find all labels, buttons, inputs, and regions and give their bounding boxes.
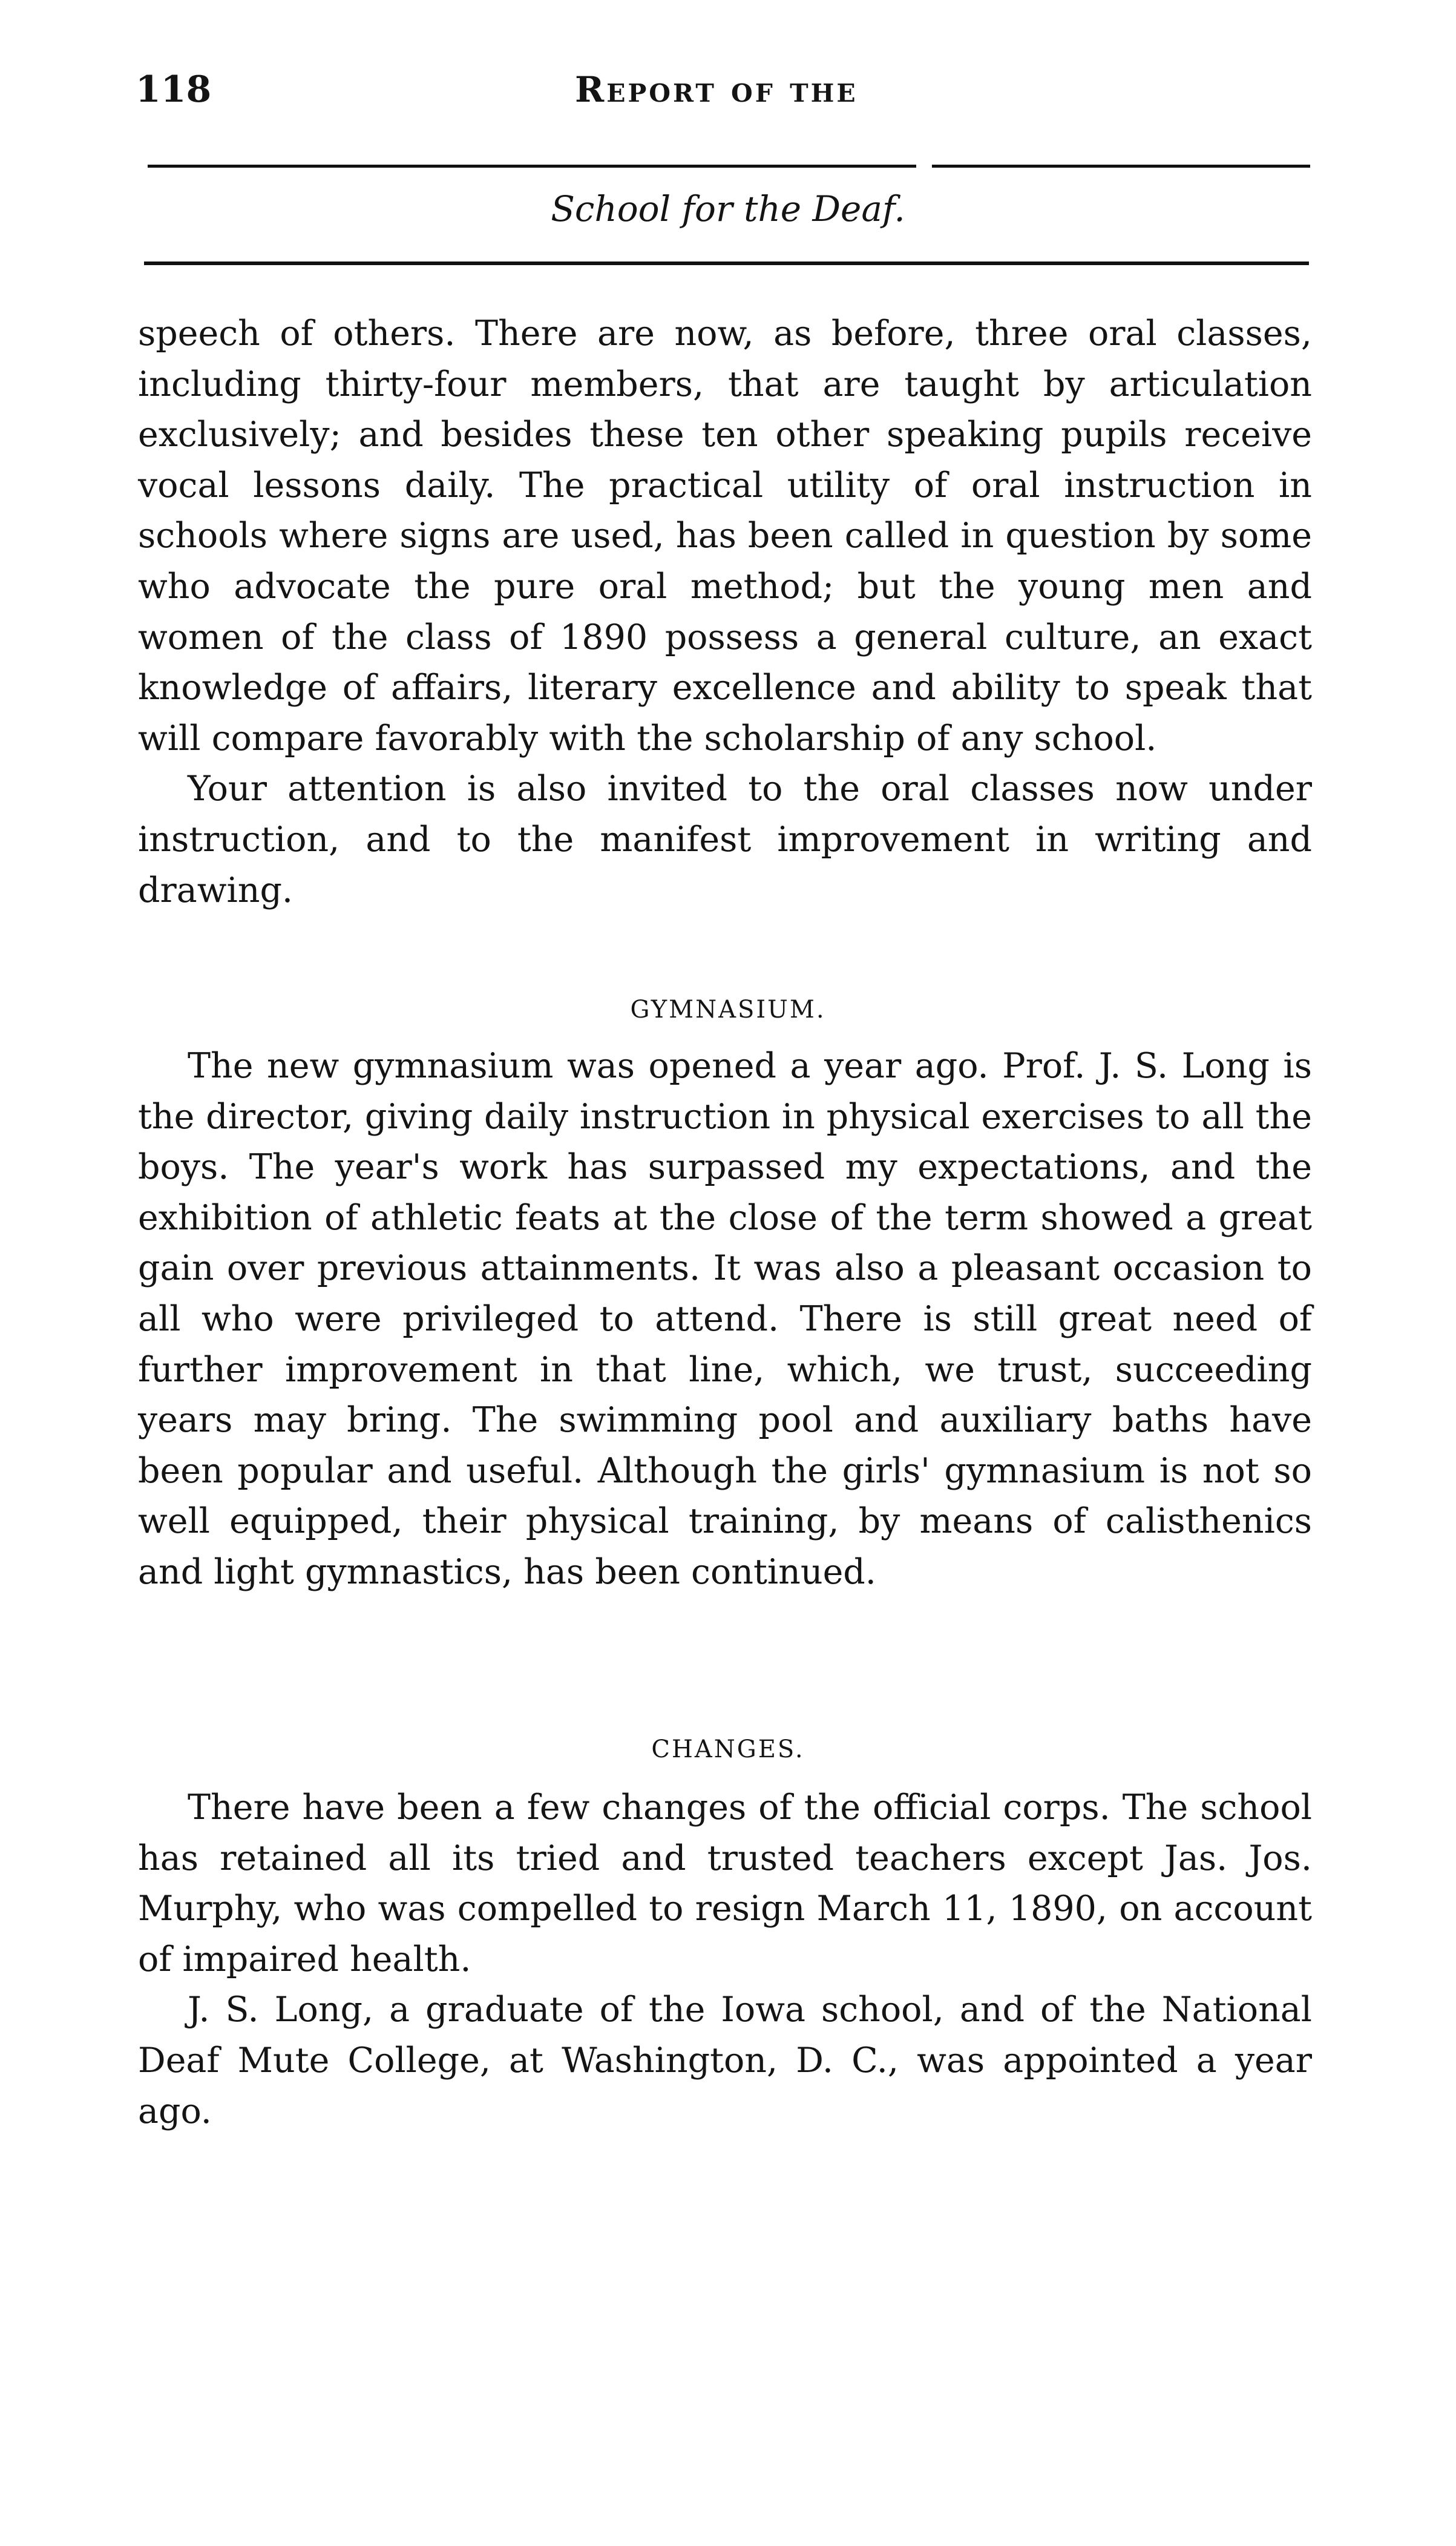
- heading-changes: CHANGES.: [651, 1735, 805, 1763]
- text-block-changes: [138, 1783, 1312, 2137]
- paragraph-changes: There have been a few changes of the official corps. The school has retained all its tried and trusted teachers except Jas. Jos. Murphy, who was compelled to resign March 11, 1890, on account of impaired health.: [138, 1788, 1312, 1979]
- text-block-gymnasium: [138, 1041, 1312, 1598]
- section-subhead: School for the Deaf.: [551, 188, 905, 229]
- heading-gymnasium: GYMNASIUM.: [630, 996, 826, 1024]
- header-rule-top-right: [932, 165, 1310, 168]
- paragraph-oral-classes: Your attention is also invited to the oral classes now under instruction, and to the manifest improvement in writing and drawing.: [138, 769, 1312, 910]
- text-block-oral: [138, 309, 1312, 916]
- paragraph-appointment: J. S. Long, a graduate of the Iowa school, and of the National Deaf Mute College, at Washington, D. C., was appointed a year ago.: [138, 1990, 1312, 2131]
- page-number: 118: [136, 68, 212, 111]
- paragraph-gymnasium: The new gymnasium was opened a year ago. Prof. J. S. Long is the director, giving daily instruction in physical exercises to all the boys. The year's work has surpassed my expectations, and the exhibition of athletic feats at the close of the term showed a great gain over previous attainments. It was also a pleasant occasion to all who were privileged to attend. There is still great need of further improvement in that line, which, we trust, succeeding years may bring. The swimming pool and auxiliary baths have been popular and useful. Although the girls' gymnasium is not so well equipped, their physical training, by means of calisthenics and light gymnastics, has been continued.: [138, 1046, 1312, 1592]
- header-rule-top-left: [148, 165, 916, 168]
- paragraph-continued: speech of others. There are now, as before, three oral classes, including thirty-four members, that are taught by articulation exclusively; and besides these ten other speaking pupils receive vocal lessons daily. The practical utility of oral instruction in schools where signs are used, has been called in question by some who advocate the pure oral method; but the young men and women of the class of 1890 possess a general culture, an exact knowledge of affairs, literary excellence and ability to speak that will compare favorably with the scholarship of any school.: [138, 314, 1312, 758]
- running-head: Report of the: [575, 69, 858, 110]
- header-rule-bottom: [144, 262, 1309, 265]
